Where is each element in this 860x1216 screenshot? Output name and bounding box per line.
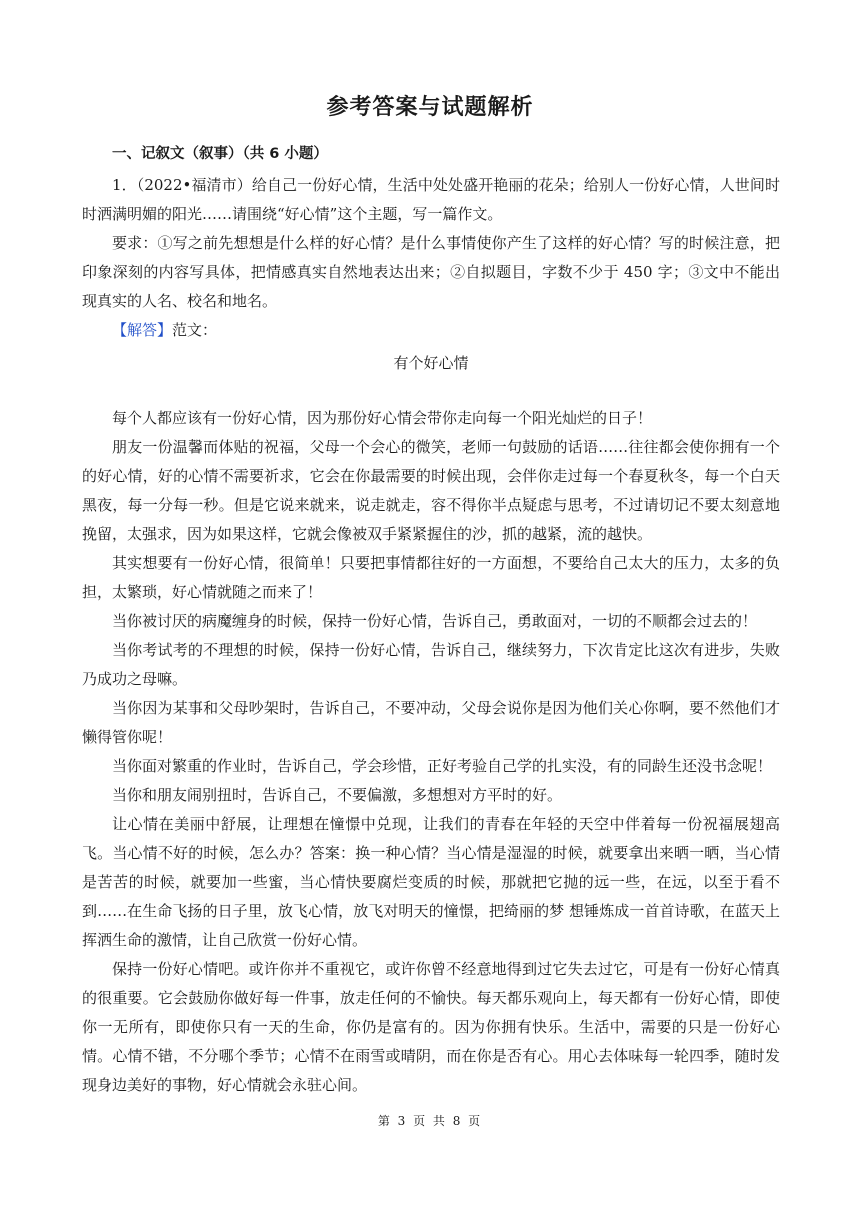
essay-paragraph: 当你考试考的不理想的时候，保持一份好心情，告诉自己，继续努力，下次肯定比这次有进步，失败乃成功之母嘛。: [82, 641, 780, 688]
essay-paragraph: 当你面对繁重的作业时，告诉自己，学会珍惜，正好考验自己学的扎实没，有的同龄生还没书念呢！: [112, 757, 773, 775]
essay-paragraph: 当你被讨厌的病魔缠身的时候，保持一份好心情，告诉自己，勇敢面对，一切的不顺都会过去的！: [112, 612, 758, 630]
page-title: 参考答案与试题解析: [326, 95, 534, 120]
essay-paragraph: 其实想要有一份好心情，很简单！只要把事情都往好的一方面想，不要给自己太大的压力，太多的负担，太繁琐，好心情就随之而来了！: [82, 554, 780, 601]
question-requirements: 要求：①写之前先想想是什么样的好心情？是什么事情使你产生了这样的好心情？写的时候注意，把印象深刻的内容写具体，把情感真实自然地表达出来；②自拟题目，字数不少于 450 字；③文中不能出现真实的人名、校名和地名。: [82, 234, 780, 310]
page-footer: 第 3 页 共 8 页: [377, 1114, 483, 1128]
answer-intro: [82, 316, 780, 345]
essay-paragraph: 当你因为某事和父母吵架时，告诉自己，不要冲动，父母会说你是因为他们关心你啊，要不然他们才懒得管你呢！: [82, 699, 780, 746]
essay-title: 有个好心情: [393, 354, 469, 372]
essay-paragraph: 保持一份好心情吧。或许你并不重视它，或许你曾不经意地得到过它失去过它，可是有一份好心情真的很重要。它会鼓励你做好每一件事，放走任何的不愉快。每天都乐观向上，每天都有一份好心情，即使你一无所有，即使你只有一天的生命，你仍是富有的。因为你拥有快乐。生活中，需要的只是一份好心情。心情不错，不分哪个季节；心情不在雨雪或晴阴，而在你是否有心。用心去体味每一轮四季，随时发现身边美好的事物，好心情就会永驻心间。: [82, 960, 780, 1094]
answer-label: 范文：: [172, 321, 218, 339]
answer-tag: 【解答】: [112, 321, 173, 339]
essay-paragraph: 当你和朋友闹别扭时，告诉自己，不要偏激，多想想对方平时的好。: [112, 786, 563, 804]
essay-paragraph: 朋友一份温馨而体贴的祝福，父母一个会心的微笑，老师一句鼓励的话语……往往都会使你拥有一个的好心情，好的心情不需要祈求，它会在你最需要的时候出现，会伴你走过每一个春夏秋冬，每一个白天黑夜，每一分每一秒。但是它说来就来，说走就走，容不得你半点疑虑与思考，不过请切记不要太刻意地挽留，太强求，因为如果这样，它就会像被双手紧紧握住的沙，抓的越紧，流的越快。: [82, 438, 780, 543]
essay-paragraph: 每个人都应该有一份好心情，因为那份好心情会带你走向每一个阳光灿烂的日子！: [112, 409, 653, 427]
essay-paragraph: 让心情在美丽中舒展，让理想在憧憬中兑现，让我们的青春在年轻的天空中伴着每一份祝福展翅高飞。当心情不好的时候，怎么办？答案：换一种心情？当心情是湿湿的时候，就要拿出来晒一晒，当心情是苦苦的时候，就要加一些蜜，当心情快要腐烂变质的时候，那就把它抛的远一些，在远，以至于看不到……在生命飞扬的日子里，放飞心情，放飞对明天的憧憬，把绮丽的梦 想锤炼成一首首诗歌，在蓝天上挥洒生命的激情，让自己欣赏一份好心情。: [82, 815, 780, 949]
document-body: [82, 140, 780, 1100]
section-heading: 一、记叙文（叙事）（共 6 小题）: [112, 146, 328, 162]
question-stem: 1．（2022•福清市）给自己一份好心情，生活中处处盛开艳丽的花朵；给别人一份好心情，人世间时时洒满明媚的阳光……请围绕“好心情”这个主题，写一篇作文。: [82, 176, 780, 223]
